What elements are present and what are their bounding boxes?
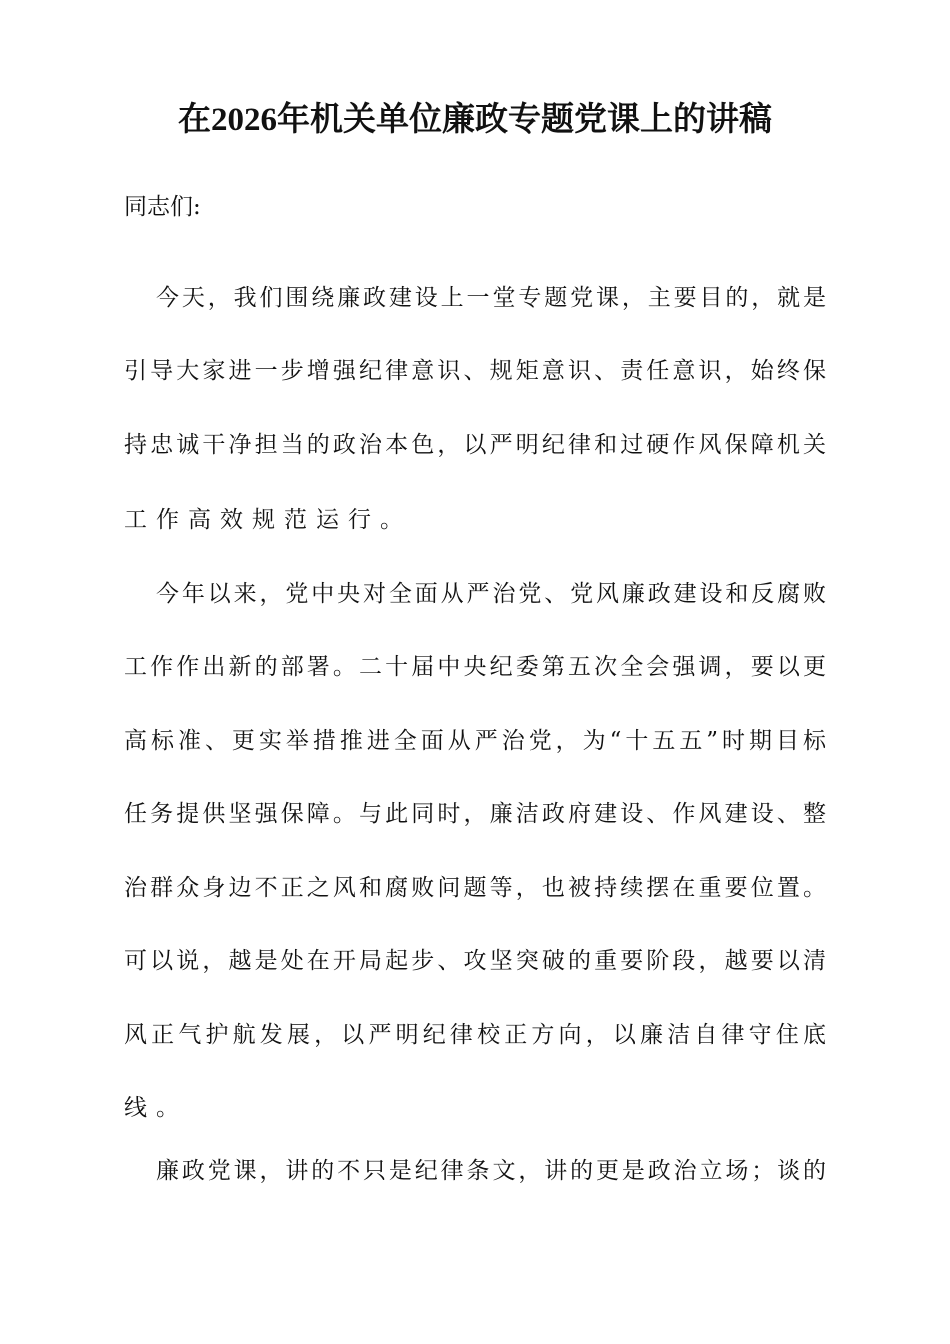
- paragraph-line: 今天，我们围绕廉政建设上一堂专题党课，主要目的，就是: [156, 285, 826, 311]
- paragraph-line: 任务提供坚强保障。与此同时，廉洁政府建设、作风建设、整: [124, 801, 826, 827]
- paragraph-line: 可以说，越是处在开局起步、攻坚突破的重要阶段，越要以清: [124, 948, 826, 974]
- paragraph-line: 引导大家进一步增强纪律意识、规矩意识、责任意识，始终保: [124, 358, 826, 384]
- paragraph-line: 高标准、更实举措推进全面从严治党，为“十五五”时期目标: [124, 728, 826, 754]
- paragraph-line: 持忠诚干净担当的政治本色，以严明纪律和过硬作风保障机关: [124, 432, 826, 458]
- document-title: 在2026年机关单位廉政专题党课上的讲稿: [178, 102, 772, 138]
- paragraph-line: 工作高效规范运行。: [124, 507, 412, 533]
- paragraph-line: 廉政党课，讲的不只是纪律条文，讲的更是政治立场；谈的: [156, 1158, 826, 1184]
- salutation: 同志们:: [124, 194, 201, 220]
- paragraph-line: 工作作出新的部署。二十届中央纪委第五次全会强调，要以更: [124, 654, 826, 680]
- paragraph-line: 今年以来，党中央对全面从严治党、党风廉政建设和反腐败: [156, 581, 826, 607]
- paragraph-line: 风正气护航发展，以严明纪律校正方向，以廉洁自律守住底: [124, 1022, 826, 1048]
- paragraph-line: 治群众身边不正之风和腐败问题等，也被持续摆在重要位置。: [124, 875, 826, 901]
- paragraph-line: 线。: [124, 1095, 188, 1121]
